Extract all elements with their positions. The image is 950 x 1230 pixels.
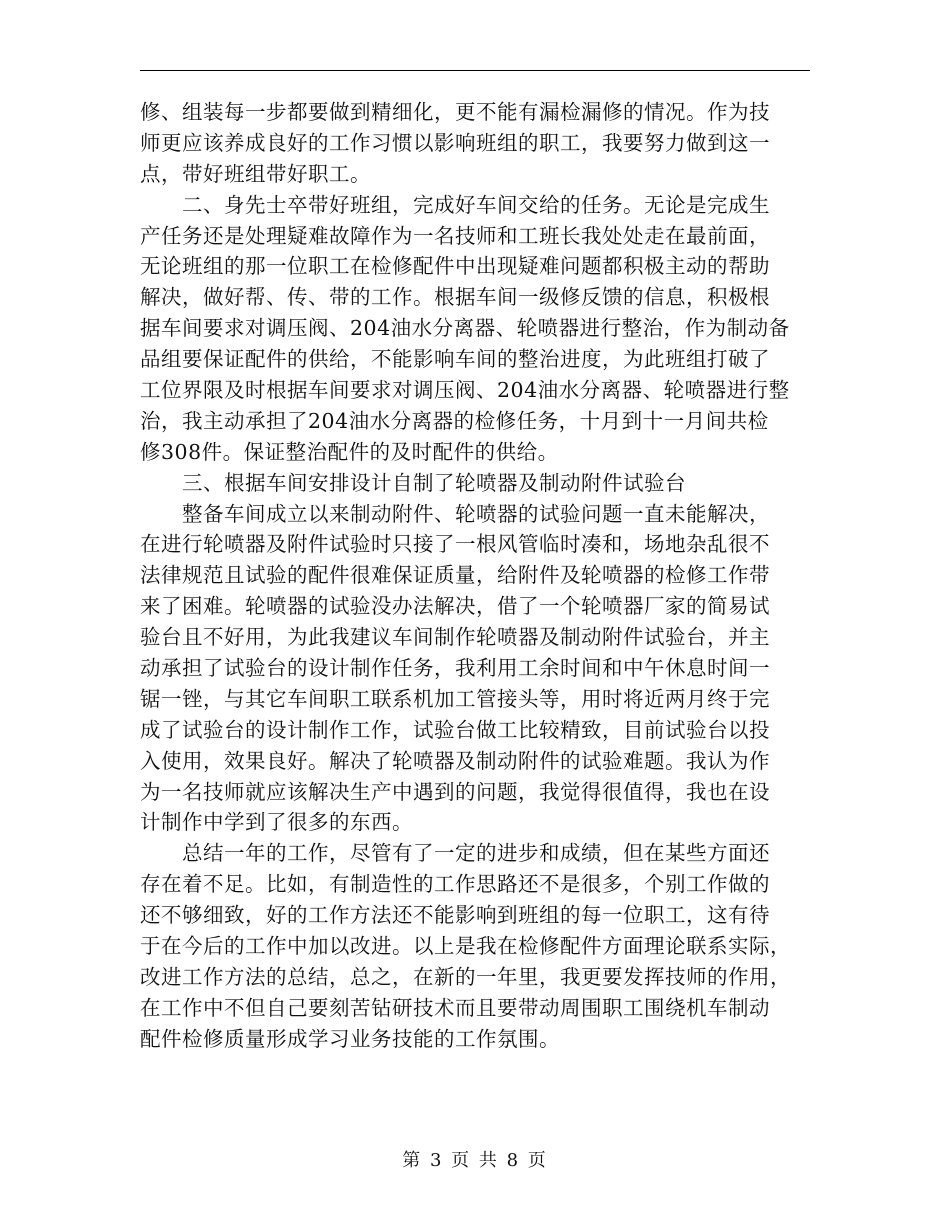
text-line: 整备车间成立以来制动附件、轮喷器的试验问题一直未能解决， <box>140 501 770 526</box>
text-line: 为一名技师就应该解决生产中遇到的问题，我觉得很值得，我也在设 <box>140 779 770 804</box>
text-line: 计制作中学到了很多的东西。 <box>140 810 413 835</box>
body-text <box>140 97 805 1055</box>
header-rule <box>140 70 810 71</box>
text-line: 法律规范且试验的配件很难保证质量，给附件及轮喷器的检修工作带 <box>140 563 770 588</box>
text-line: 产任务还是处理疑难故障作为一名技师和工班长我处处走在最前面， <box>140 223 770 248</box>
text-line: 于在今后的工作中加以改进。以上是我在检修配件方面理论联系实际， <box>140 934 791 959</box>
text-line: 还不够细致，好的工作方法还不能影响到班组的每一位职工，这有待 <box>140 903 770 928</box>
text-line: 三、根据车间安排设计自制了轮喷器及制动附件试验台 <box>140 470 686 495</box>
text-line: 据车间要求对调压阀、204油水分离器、轮喷器进行整治，作为制动备 <box>140 316 790 341</box>
text-line: 锯一锉，与其它车间职工联系机加工管接头等，用时将近两月终于完 <box>140 686 770 711</box>
text-line: 工位界限及时根据车间要求对调压阀、204油水分离器、轮喷器进行整 <box>140 378 790 403</box>
text-line: 来了困难。轮喷器的试验没办法解决，借了一个轮喷器厂家的简易试 <box>140 594 770 619</box>
text-line: 改进工作方法的总结，总之，在新的一年里，我更要发挥技师的作用， <box>140 964 791 989</box>
page-footer: 第 3 页 共 8 页 <box>402 1150 548 1171</box>
text-line: 修、组装每一步都要做到精细化，更不能有漏检漏修的情况。作为技 <box>140 100 770 124</box>
text-line: 解决，做好帮、传、带的工作。根据车间一级修反馈的信息，积极根 <box>140 285 770 310</box>
text-line: 配件检修质量形成学习业务技能的工作氛围。 <box>140 1026 560 1051</box>
text-line: 在工作中不但自己要刻苦钻研技术而且要带动周围职工围绕机车制动 <box>140 995 770 1020</box>
text-line: 验台且不好用，为此我建议车间制作轮喷器及制动附件试验台，并主 <box>140 625 770 650</box>
text-line: 成了试验台的设计制作工作，试验台做工比较精致，目前试验台以投 <box>140 717 770 742</box>
text-line: 动承担了试验台的设计制作任务，我利用工余时间和中午休息时间一 <box>140 656 770 681</box>
text-line: 点，带好班组带好职工。 <box>140 161 371 186</box>
text-line: 存在着不足。比如，有制造性的工作思路还不是很多，个别工作做的 <box>140 872 770 897</box>
text-line: 品组要保证配件的供给，不能影响车间的整治进度，为此班组打破了 <box>140 347 770 372</box>
text-line: 修308件。保证整治配件的及时配件的供给。 <box>140 439 559 464</box>
text-line: 二、身先士卒带好班组，完成好车间交给的任务。无论是完成生 <box>140 192 770 217</box>
text-line: 入使用，效果良好。解决了轮喷器及制动附件的试验难题。我认为作 <box>140 748 770 773</box>
text-line: 总结一年的工作，尽管有了一定的进步和成绩，但在某些方面还 <box>140 841 770 866</box>
text-line: 在进行轮喷器及附件试验时只接了一根风管临时凑和，场地杂乱很不 <box>140 532 770 557</box>
text-line: 师更应该养成良好的工作习惯以影响班组的职工，我要努力做到这一 <box>140 130 770 155</box>
text-line: 无论班组的那一位职工在检修配件中出现疑难问题都积极主动的帮助 <box>140 254 770 279</box>
text-line: 治，我主动承担了204油水分离器的检修任务，十月到十一月间共检 <box>140 408 769 433</box>
